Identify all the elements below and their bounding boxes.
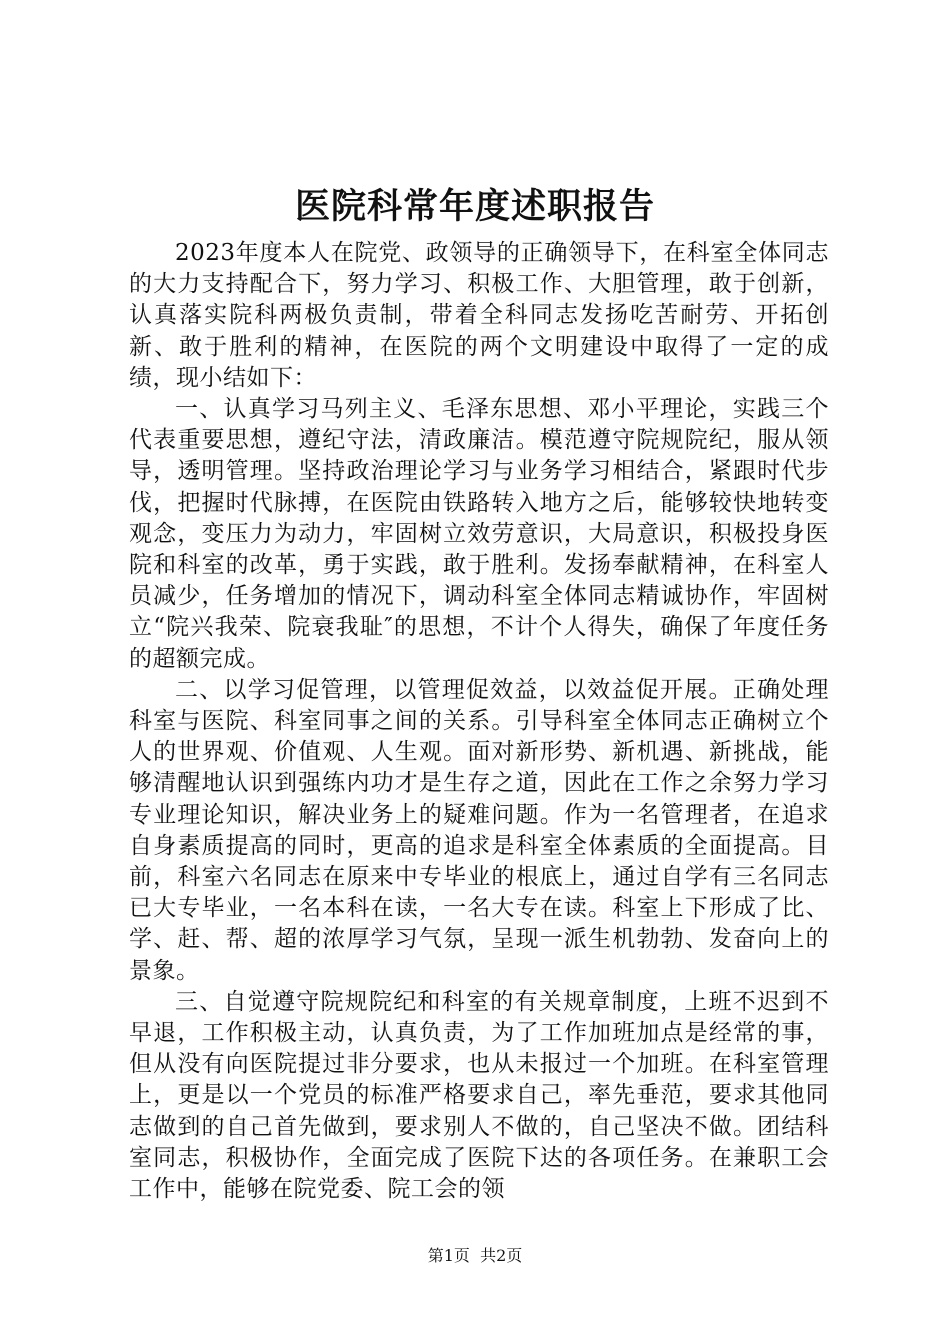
paragraph-section-1: 一、认真学习马列主义、毛泽东思想、邓小平理论，实践三个代表重要思想，遵纪守法，清政廉洁。模范遵守院规院纪，服从领导，透明管理。坚持政治理论学习与业务学习相结合，紧跟时代步伐，把握时代脉搏，在医院由铁路转入地方之后，能够较快地转变观念，变压力为动力，牢固树立效劳意识，大局意识，积极投身医院和科室的改革，勇于实践，敢于胜利。发扬奉献精神，在科室人员减少，任务增加的情况下，调动科室全体同志精诚协作，牢固树立“院兴我荣、院衰我耻″的思想，不计个人得失，确保了年度任务的超额完成。: [129, 396, 829, 672]
paragraph-section-2: 二、以学习促管理，以管理促效益，以效益促开展。正确处理科室与医院、科室同事之间的关系。引导科室全体同志正确树立个人的世界观、价值观、人生观。面对新形势、新机遇、新挑战，能够清醒地认识到强练内功才是生存之道，因此在工作之余努力学习专业理论知识，解决业务上的疑难问题。作为一名管理者，在追求自身素质提高的同时，更高的追求是科室全体素质的全面提高。目前，科室六名同志在原来中专毕业的根底上，通过自学有三名同志已大专毕业，一名本科在读，一名大专在读。科室上下形成了比、学、赶、帮、超的浓厚学习气氛，呈现一派生机勃勃、发奋向上的景象。: [129, 676, 829, 984]
paragraph-intro: 2023年度本人在院党、政领导的正确领导下，在科室全体同志的大力支持配合下，努力学习、积极工作、大胆管理，敢于创新，认真落实院科两极负责制，带着全科同志发扬吃苦耐劳、开拓创新、敢于胜利的精神，在医院的两个文明建设中取得了一定的成绩，现小结如下：: [129, 240, 829, 391]
page-number: 第1页: [427, 1246, 470, 1265]
page-footer: [0, 1245, 950, 1267]
document-body: [129, 238, 829, 1205]
paragraph-section-3: 三、自觉遵守院规院纪和科室的有关规章制度，上班不迟到不早退，工作积极主动，认真负责，为了工作加班加点是经常的事，但从没有向医院提过非分要求，也从未报过一个加班。在科室管理上，更是以一个党员的标准严格要求自己，率先垂范，要求其他同志做到的自己首先做到，要求别人不做的，自己坚决不做。团结科室同志，积极协作，全面完成了医院下达的各项任务。在兼职工会工作中，能够在院党委、院工会的领: [129, 988, 829, 1203]
page-total: 共2页: [480, 1246, 523, 1265]
document-title: 医院科常年度述职报告: [294, 186, 655, 227]
